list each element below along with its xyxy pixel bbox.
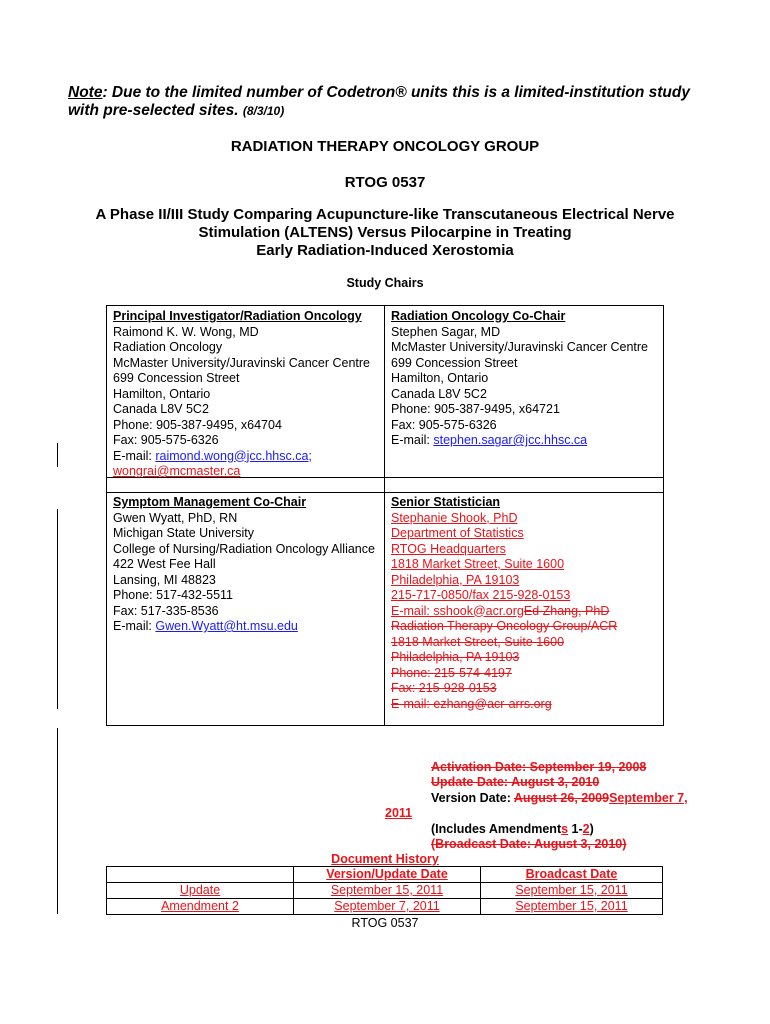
symptom-heading: Symptom Management Co-Chair	[113, 495, 307, 509]
symptom-email-label: E-mail:	[113, 619, 156, 633]
study-title	[60, 206, 710, 260]
chairs-table-divider	[384, 305, 385, 725]
pi-email-link[interactable]: raimond.wong@jcc.hhsc.ca;	[155, 448, 312, 463]
chairs-table-rule	[106, 492, 663, 493]
footer: RTOG 0537	[351, 916, 419, 930]
symptom-line: Lansing, MI 48823	[113, 572, 216, 587]
title-line2: Stimulation (ALTENS) Versus Pilocarpine in Treating	[198, 224, 572, 241]
rad-cochair-line: Canada L8V 5C2	[391, 386, 487, 401]
version-new: September 7,	[609, 791, 688, 805]
pi-cell	[113, 309, 383, 480]
change-bar	[57, 728, 58, 914]
history-cell: September 15, 2011	[294, 883, 481, 899]
broadcast-date: (Broadcast Date: August 3, 2010)	[431, 837, 627, 851]
org-name: RADIATION THERAPY ONCOLOGY GROUP	[230, 138, 540, 155]
history-cell: September 15, 2011	[481, 883, 663, 899]
statistician-old-line: Philadelphia, PA 19103	[391, 650, 520, 664]
pi-line: Canada L8V 5C2	[113, 402, 209, 416]
statistician-new-line: 1818 Market Street, Suite 1600	[391, 557, 565, 571]
rad-cochair-line: Fax: 905-575-6326	[391, 417, 497, 432]
version-old: August 26, 2009	[513, 791, 610, 805]
rad-cochair-line: 699 Concession Street	[391, 355, 518, 370]
statistician-new-line: RTOG Headquarters	[391, 541, 506, 556]
pi-line: Fax: 905-575-6326	[113, 433, 219, 447]
rad-cochair-line: Phone: 905-387-9495, x64721	[391, 402, 560, 416]
statistician-new-email[interactable]: E-mail: sshook@acr.org	[391, 603, 524, 618]
statistician-cell	[391, 495, 661, 712]
pi-line: Hamilton, Ontario	[113, 386, 211, 401]
statistician-new-line: 215-717-0850/fax 215-928-0153	[391, 588, 571, 602]
title-line1: A Phase II/III Study Comparing Acupuncture-like Transcutaneous Electrical Nerve	[95, 206, 675, 223]
amend-2: 2	[582, 822, 590, 836]
pi-email-label: E-mail:	[113, 448, 156, 463]
history-header-cell: Version/Update Date	[294, 867, 481, 883]
statistician-old-line: Radiation Therapy Oncology Group/ACR	[391, 619, 618, 633]
symptom-line: Gwen Wyatt, PhD, RN	[113, 510, 238, 525]
statistician-old-line: Fax: 215-928-0153	[391, 681, 497, 695]
statistician-new-line: Department of Statistics	[391, 526, 524, 540]
protocol-number: RTOG 0537	[344, 174, 426, 191]
version-year: 2011	[385, 806, 413, 820]
note-label: Note	[68, 84, 103, 101]
note-text-line2: with pre-selected sites.	[68, 102, 239, 119]
amend-suffix: )	[589, 822, 594, 836]
amend-mid: 1-	[568, 822, 583, 836]
statistician-new-line: Stephanie Shook, PhD	[391, 510, 518, 525]
pi-line: Phone: 905-387-9495, x64704	[113, 417, 282, 432]
pi-line: McMaster University/Juravinski Cancer Centre	[113, 355, 371, 370]
history-row	[107, 899, 663, 915]
history-cell: September 7, 2011	[294, 899, 481, 915]
history-cell: September 15, 2011	[481, 899, 663, 915]
version-label: Version Date:	[431, 791, 514, 805]
statistician-old-line: E-mail: ezhang@acr-arrs.org	[391, 696, 552, 711]
statistician-heading: Senior Statistician	[391, 495, 501, 509]
note	[68, 84, 690, 120]
history-header-cell: Broadcast Date	[481, 867, 663, 883]
history-header-cell	[107, 867, 294, 883]
rad-cochair-line: Hamilton, Ontario	[391, 371, 489, 385]
amendments	[431, 822, 594, 838]
symptom-line: Phone: 517-432-5511	[113, 588, 234, 602]
pi-line: 699 Concession Street	[113, 371, 240, 385]
pi-line: Raimond K. W. Wong, MD	[113, 324, 259, 339]
change-bar	[57, 509, 58, 709]
title-line3: Early Radiation-Induced Xerostomia	[256, 242, 514, 259]
version-date	[431, 791, 688, 807]
symptom-email-link[interactable]: Gwen.Wyatt@ht.msu.edu	[155, 619, 298, 633]
study-chairs-label: Study Chairs	[346, 276, 424, 290]
pi-email-link-2[interactable]: wongrai@mcmaster.ca	[113, 464, 241, 478]
rad-cochair-email-label: E-mail:	[391, 433, 434, 447]
statistician-new-line: Philadelphia, PA 19103	[391, 572, 520, 587]
symptom-line: College of Nursing/Radiation Oncology Alliance	[113, 541, 375, 556]
note-text-line1: : Due to the limited number of Codetron® units this is a limited-institution study	[102, 84, 690, 101]
history-table	[106, 866, 663, 915]
symptom-line: 422 West Fee Hall	[113, 557, 216, 571]
statistician-old-line: Phone: 215-574-4197	[391, 665, 512, 680]
rad-cochair-line: McMaster University/Juravinski Cancer Centre	[391, 340, 649, 354]
rad-cochair-cell	[391, 309, 661, 449]
rad-cochair-email-link[interactable]: stephen.sagar@jcc.hhsc.ca	[433, 433, 588, 447]
amend-prefix: (Includes Amendment	[431, 822, 562, 836]
rad-cochair-heading: Radiation Oncology Co-Chair	[391, 309, 566, 323]
history-row	[107, 883, 663, 899]
history-cell: Amendment 2	[107, 899, 294, 915]
history-header-row	[107, 867, 663, 883]
rad-cochair-line: Stephen Sagar, MD	[391, 324, 501, 339]
statistician-old-name: Ed Zhang, PhD	[523, 603, 610, 618]
statistician-old-line: 1818 Market Street, Suite 1600	[391, 634, 565, 649]
history-title: Document History	[331, 852, 439, 866]
history-cell: Update	[107, 883, 294, 899]
pi-line: Radiation Oncology	[113, 340, 223, 354]
change-bar	[57, 443, 58, 467]
symptom-cochair-cell	[113, 495, 383, 635]
update-date: Update Date: August 3, 2010	[431, 775, 600, 789]
symptom-line: Fax: 517-335-8536	[113, 603, 219, 618]
note-date: (8/3/10)	[242, 104, 285, 118]
pi-heading: Principal Investigator/Radiation Oncology	[113, 309, 362, 323]
symptom-line: Michigan State University	[113, 526, 255, 540]
activation-date: Activation Date: September 19, 2008	[431, 760, 647, 774]
amend-s: s	[561, 822, 569, 836]
